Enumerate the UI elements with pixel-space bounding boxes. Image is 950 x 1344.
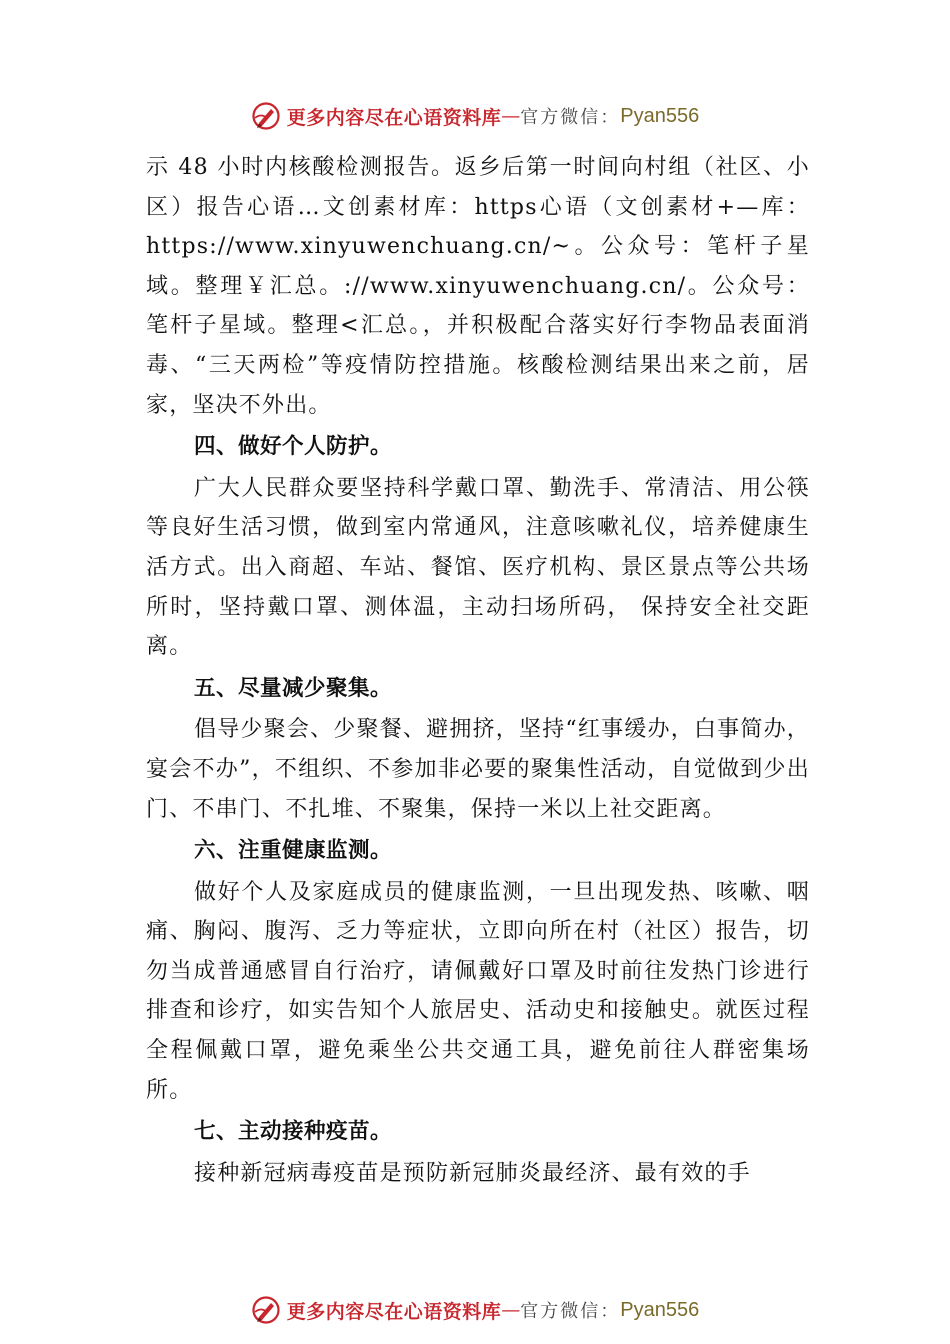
banner-title: 更多内容尽在心语资料库 xyxy=(286,106,502,129)
pen-logo-icon xyxy=(251,1295,281,1325)
pen-logo-icon xyxy=(251,101,281,131)
heading-section-5: 五、尽量减少聚集。 xyxy=(194,675,393,701)
banner-wechat-id: Pyan556 xyxy=(620,104,700,127)
banner-official-wechat: 官方微信 xyxy=(520,1301,601,1322)
paragraph-section-4: 广大人民群众要坚持科学戴口罩、勤洗手、常清洁、用公筷等良好生活习惯，做到室内常通风，注意咳嗽礼仪，培养健康生活方式。出入商超、车站、餐馆、医疗机构、景区景点等公共场所时，坚持戴口罩、测体温，主动扫场所码， 保持安全社交距离。 xyxy=(146,475,810,660)
banner-wechat-id: Pyan556 xyxy=(620,1298,700,1321)
footer-banner xyxy=(0,1290,950,1330)
banner-title: 更多内容尽在心语资料库 xyxy=(286,1300,502,1323)
document-body xyxy=(146,148,810,1195)
heading-section-6: 六、注重健康监测。 xyxy=(194,838,393,864)
header-banner xyxy=(0,96,950,136)
paragraph-intro: 示 48 小时内核酸检测报告。返乡后第一时间向村组（社区、小区）报告心语…文创素材库：https心语（文创素材+—库：https://www.xinyuwenchuang.cn/~。公众号：笔杆子星域。整理￥汇总。://www.xinyuwenchuang.cn/。公众号：笔杆子星域。整理<汇总。，并积极配合落实好行李物品表面消毒、“三天两检”等疫情防控措施。核酸检测结果出来之前，居家，坚决不外出。 xyxy=(146,155,810,418)
heading-section-4: 四、做好个人防护。 xyxy=(194,434,393,460)
heading-section-7: 七、主动接种疫苗。 xyxy=(194,1119,393,1145)
banner-dash: — xyxy=(501,1299,521,1321)
paragraph-section-6: 做好个人及家庭成员的健康监测，一旦出现发热、咳嗽、咽痛、胸闷、腹泻、乏力等症状，立即向所在村（社区）报告，切勿当成普通感冒自行治疗，请佩戴好口罩及时前往发热门诊进行排查和诊疗，如实告知个人旅居史、活动史和接触史。就医过程全程佩戴口罩，避免乘坐公共交通工具，避免前往人群密集场所。 xyxy=(146,879,810,1103)
banner-colon: ： xyxy=(600,1301,619,1322)
banner-colon: ： xyxy=(600,107,619,128)
banner-official-wechat: 官方微信 xyxy=(520,107,601,128)
paragraph-section-5: 倡导少聚会、少聚餐、避拥挤，坚持“红事缓办，白事简办，宴会不办”，不组织、不参加非必要的聚集性活动，自觉做到少出门、不串门、不扎堆、不聚集，保持一米以上社交距离。 xyxy=(146,717,810,822)
paragraph-section-7: 接种新冠病毒疫苗是预防新冠肺炎最经济、最有效的手 xyxy=(194,1160,751,1186)
banner-dash: — xyxy=(501,105,521,127)
